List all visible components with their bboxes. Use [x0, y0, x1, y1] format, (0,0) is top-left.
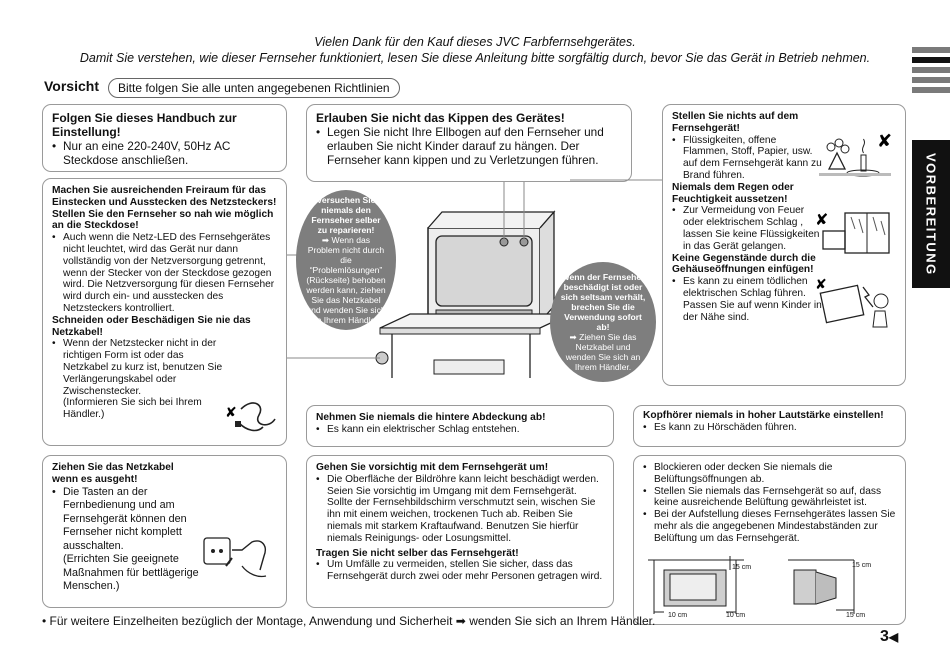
box-heading: Gehen Sie vorsichtig mit dem Fernsehgerät um!	[316, 462, 549, 473]
box-heading: Ziehen Sie das Netzkabel wenn es ausgeht!	[52, 462, 174, 485]
dim-left-front: 10 cm	[668, 612, 688, 619]
box-follow-manual	[42, 104, 287, 172]
box-bullet: • Wenn der Netzstecker nicht in der richtigen Form ist oder das Netzkabel zu kurz ist, benutzen Sie Verlängerungskabel oder Zwischenstecker.	[52, 338, 223, 397]
box-bullet: • Die Tasten an der Fernbedienung und am Fernsehgerät können den Fernseher nicht komplett ausschalten.	[52, 486, 203, 554]
box-note: (Errichten Sie geeignete Maßnahmen für bettlägerige Menschen.)	[63, 553, 199, 593]
box-back-cover	[306, 405, 614, 447]
box-bullet: • Legen Sie nicht Ihre Ellbogen auf den Fernseher und erlauben Sie nicht Kinder darauf zu hängen. Der Fernseher kann kippen und zu Verletzungen führen.	[316, 125, 622, 167]
box-tilt	[306, 104, 632, 182]
bubble-no-self-repair	[296, 190, 396, 330]
page-arrow-icon: ◀	[888, 630, 899, 644]
dim-right-front: 10 cm	[726, 612, 746, 619]
box-heading: Stellen Sie den Fernseher so nah wie möglich an die Steckdose!	[52, 208, 274, 232]
bubble-heading: Wenn der Fernseher beschädigt ist oder sich seltsam verhält, brechen Sie die Verwendung sofort ab!	[560, 272, 646, 332]
tab-marker	[912, 77, 950, 83]
chapter-tabs	[912, 47, 950, 97]
svg-text:✘: ✘	[225, 405, 237, 421]
footer-note: • Für weitere Einzelheiten bezüglich der Montage, Anwendung und Sicherheit ➡ wenden Sie sich an Ihrem Händler.	[42, 614, 656, 628]
box-bullet: • Auch wenn die Netz-LED des Fernsehgerätes nicht leuchtet, wird das Gerät nur dann vollständig von der Netzversorgung getrennt, wenn der Stecker von der Steckdose gezogen wird. Die Netzversorgung für diesen Fernseher wird durch ein- und ausstecken des Netzsteckers kontrolliert.	[52, 232, 277, 315]
box-heading: Schneiden oder Beschädigen Sie nie das Netzkabel!	[52, 314, 251, 338]
box-bullet: • Es kann zu einem tödlichen elektrischen Schlag führen. Passen Sie auf wenn Kinder in der Nähe sind.	[672, 276, 833, 323]
box-heading: Kopfhörer niemals in hoher Lautstärke einstellen!	[643, 410, 884, 421]
svg-text:✘: ✘	[815, 210, 829, 229]
box-headphones	[633, 405, 906, 447]
box-nothing-on-tv	[662, 104, 906, 386]
box-bullet: • Nur an eine 220-240V, 50Hz AC Steckdose anschließen.	[52, 139, 277, 167]
svg-text:✘: ✘	[815, 277, 827, 293]
box-bullet: • Flüssigkeiten, offene Flammen, Stoff, Papier, usw. auf dem Fernsehgerät kann zu Brand führen.	[672, 135, 823, 182]
section-title: Vorsicht	[44, 78, 99, 94]
page-number-text: 3	[880, 628, 889, 645]
box-bullet: • Zur Vermeidung von Feuer oder elektrischem Schlag , lassen Sie keine Flüssigkeiten in das Gerät gelangen.	[672, 205, 823, 252]
intro-line-1: Vielen Dank für den Kauf dieses JVC Farbfernsehgerätes.	[314, 35, 636, 49]
box-heading: Stellen Sie nichts auf dem Fernsehgerät!	[672, 111, 799, 134]
box-note: (Informieren Sie sich bei Ihrem Händler.)	[63, 397, 202, 421]
tab-marker	[912, 67, 950, 73]
tab-marker	[912, 87, 950, 93]
box-heading: Machen Sie ausreichenden Freiraum für das Einstecken und Ausstecken des Netzsteckers!	[52, 185, 277, 208]
box-heading: Erlauben Sie nicht das Kippen des Gerätes!	[316, 111, 565, 125]
unplug-hand-icon	[202, 526, 274, 582]
box-bullet: • Um Umfälle zu vermeiden, stellen Sie sicher, dass das Fernsehgerät durch zwei oder mehr Personen getragen wird.	[316, 559, 604, 583]
box-bullet: • Stellen Sie niemals das Fernsehgerät so auf, dass keine ausreichende Belüftung gewährleistet ist.	[643, 486, 896, 510]
box-bullet: • Es kann zu Hörschäden führen.	[643, 422, 896, 434]
page-number	[880, 628, 898, 646]
cut-cable-icon	[223, 395, 278, 435]
tab-marker	[912, 47, 950, 53]
box-screen-care	[306, 455, 614, 608]
box-bullet: • Bei der Aufstellung dieses Fernsehgerätes lassen Sie mehr als die angegebenen Mindestabständen zur Belüftung um das Fernsehgerät.	[643, 509, 896, 544]
chapter-label: VORBEREITUNG	[912, 140, 950, 288]
box-heading: Nehmen Sie niemals die hintere Abdeckung ab!	[316, 412, 546, 423]
box-heading: Niemals dem Regen oder Feuchtigkeit aussetzen!	[672, 181, 794, 205]
dim-top-front: 15 cm	[732, 564, 752, 571]
rain-window-icon	[815, 207, 897, 263]
section-subtitle: Bitte folgen Sie alle unten angegebenen Richtlinien	[108, 78, 400, 98]
footer-note-text: Für weitere Einzelheiten bezüglich der Montage, Anwendung und Sicherheit ➡ wenden Sie sich an Ihrem Händler.	[49, 614, 656, 628]
box-ventilation	[633, 455, 906, 625]
box-heading: Folgen Sie dieses Handbuch zur Einstellung!	[52, 111, 237, 139]
box-bullet: • Es kann ein elektrischer Schlag entstehen.	[316, 424, 604, 436]
dim-back-side: 15 cm	[846, 612, 866, 619]
box-bullet: • Blockieren oder decken Sie niemals die Belüftungsöffnungen ab.	[643, 462, 896, 486]
svg-text:✘: ✘	[877, 131, 893, 152]
bubble-text: ➡ Wenn das Problem nicht durch die “Problemlösungen” (Rückseite) behoben werden kann, ziehen Sie das Netzkabel und wenden Sie sich an Ihrem Händler.	[306, 235, 386, 325]
box-bullet: • Die Oberfläche der Bildröhre kann leicht beschädigt werden. Seien Sie vorsichtig im Umgang mit dem Fernsehgerät. Sollte der Fernsehbildschirm verschmutzt sein, wischen Sie ihn mit einem weichen, trockenen Tuch ab. Reiben Sie niemals mit starkem Kraftaufwand. Benutzen Sie hierfür niemals Reinigungs- oder Losungsmittel.	[316, 474, 604, 545]
bubble-text: ➡ Ziehen Sie das Netzkabel und wenden Sie sich an Ihrem Händler.	[565, 332, 641, 372]
bubble-heading: Versuchen Sie niemals den Fernseher selber zu reparieren!	[311, 195, 381, 235]
child-inserting-object-icon	[815, 277, 897, 333]
box-free-space	[42, 178, 287, 446]
box-heading: Tragen Sie nicht selber das Fernsehgerät!	[316, 547, 519, 559]
bubble-damaged-tv	[550, 262, 656, 382]
tab-marker-active	[912, 57, 950, 63]
dim-top-side: 15 cm	[852, 562, 872, 569]
intro-line-2: Damit Sie verstehen, wie dieser Fernseher funktioniert, lesen Sie diese Anleitung bitte sorgfältig durch, bevor Sie das Gerät in Betrieb nehmen.	[79, 51, 871, 65]
box-unplug	[42, 455, 287, 608]
tv-on-stand-illustration	[370, 188, 580, 388]
vase-candle-icon	[815, 129, 897, 185]
box-heading: Keine Gegenstände durch die Gehäuseöffnungen einfügen!	[672, 252, 816, 276]
